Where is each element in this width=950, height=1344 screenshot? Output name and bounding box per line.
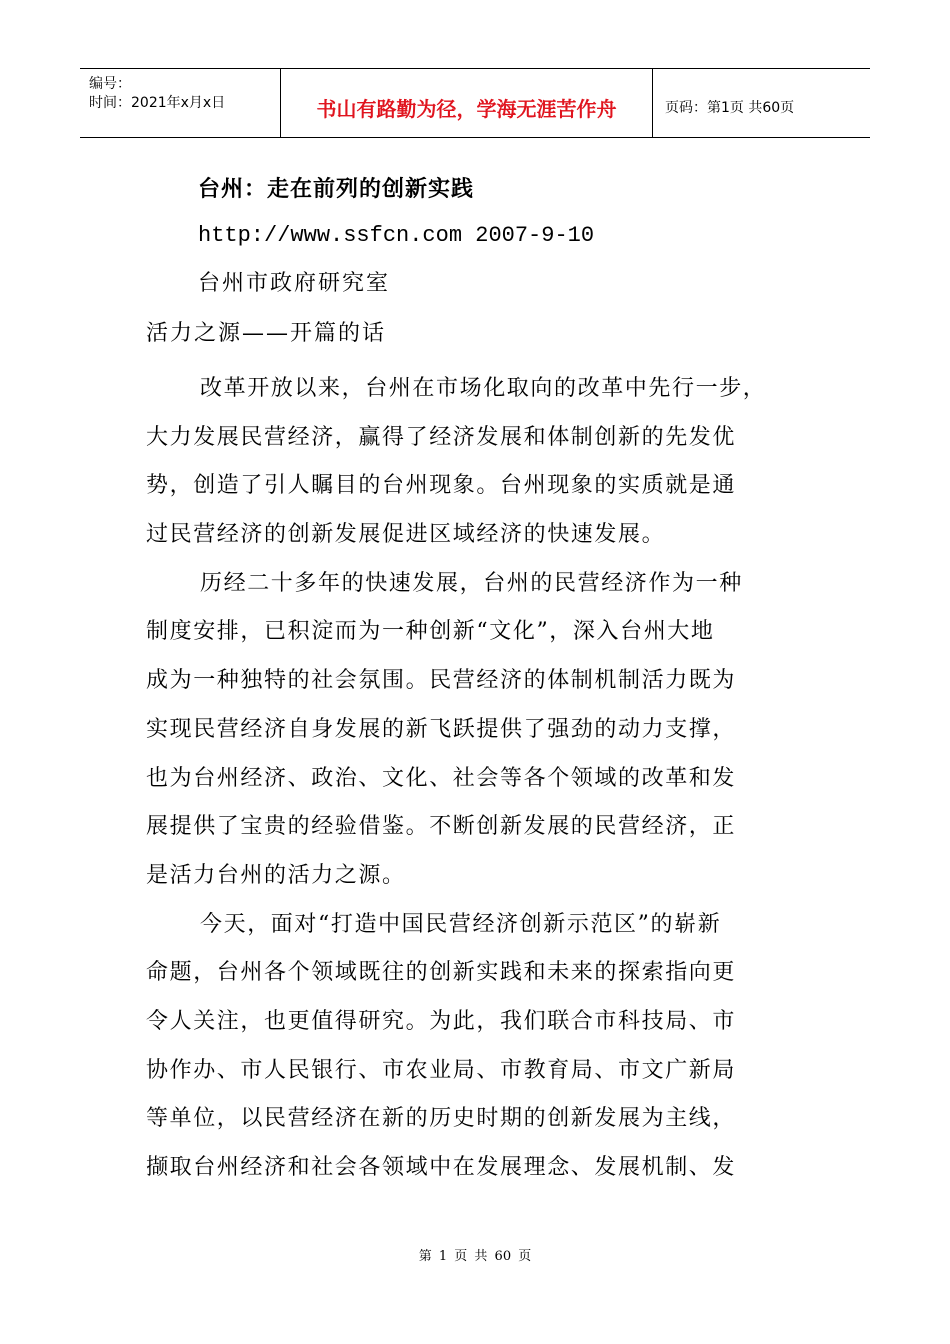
time-label: 时间：2021年x月x日	[89, 95, 226, 111]
header-page-label: 页码：第1页 共60页	[665, 100, 795, 116]
text-line: 撷取台州经济和社会各领域中在发展理念、发展机制、发	[146, 1155, 737, 1180]
article-body	[146, 365, 811, 1193]
text-line: 等单位，以民营经济在新的历史时期的创新发展为主线，	[146, 1106, 737, 1132]
section-title: 活力之源——开篇的话	[146, 321, 387, 346]
text-line: 令人关注，也更值得研究。为此，我们联合市科技局、市	[146, 1008, 737, 1034]
source-line: http://www.ssfcn.com 2007-9-10	[198, 223, 595, 248]
paragraph-2	[146, 560, 811, 901]
text-line: 大力发展民营经济，赢得了经济发展和体制创新的先发优	[146, 424, 737, 450]
text-line: 协作办、市人民银行、市农业局、市教育局、市文广新局	[146, 1057, 737, 1083]
paragraph-3	[146, 901, 811, 1193]
header-motto: 书山有路勤为径，学海无涯苦作舟	[281, 69, 653, 137]
text-line: 实现民营经济自身发展的新飞跃提供了强劲的动力支撑，	[146, 716, 737, 742]
text-line: 改革开放以来，台州在市场化取向的改革中先行一步，	[200, 376, 767, 401]
header-meta	[80, 69, 281, 137]
page-footer: 第 1 页 共 60 页	[418, 1249, 532, 1264]
text-line: 势，创造了引人瞩目的台州现象。台州现象的实质就是通	[146, 473, 737, 499]
text-line: 展提供了宝贵的经验借鉴。不断创新发展的民营经济，正	[146, 814, 737, 840]
text-line: 命题，台州各个领域既往的创新实践和未来的探索指向更	[146, 960, 737, 986]
paragraph-1	[146, 365, 811, 560]
text-line: 是活力台州的活力之源。	[146, 862, 406, 888]
text-line: 过民营经济的创新发展促进区域经济的快速发展。	[146, 522, 666, 548]
text-line: 也为台州经济、政治、文化、社会等各个领域的改革和发	[146, 765, 737, 791]
text-line: 成为一种独特的社会氛围。民营经济的体制机制活力既为	[146, 668, 737, 694]
text-line: 今天，面对“打造中国民营经济创新示范区”的崭新	[200, 911, 722, 937]
article-title: 台州：走在前列的创新实践	[198, 176, 475, 202]
document-header	[80, 68, 870, 138]
article-author: 台州市政府研究室	[198, 271, 391, 296]
text-line: 历经二十多年的快速发展，台州的民营经济作为一种	[200, 570, 743, 596]
text-line: 制度安排，已积淀而为一种创新“文化”，深入台州大地	[146, 619, 715, 645]
number-label: 编号：	[89, 76, 131, 92]
